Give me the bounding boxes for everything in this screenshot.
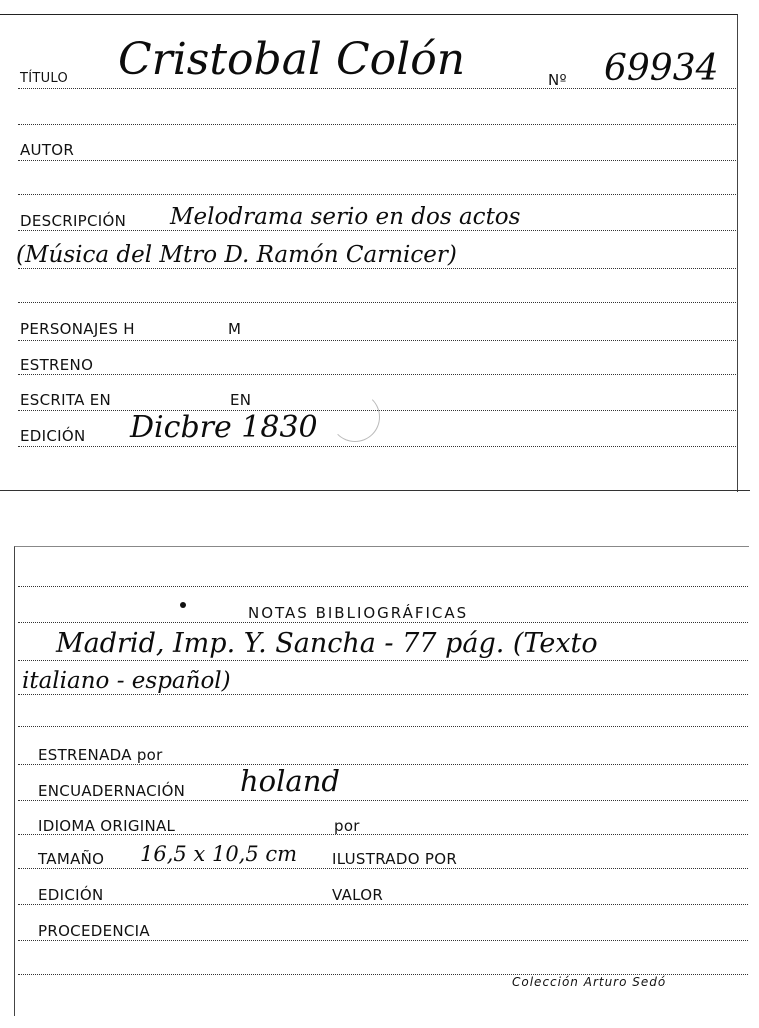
autor-label: AUTOR xyxy=(20,141,75,159)
rule-autor xyxy=(18,160,736,161)
ink-dot xyxy=(180,602,186,608)
card-top-bottom-edge xyxy=(0,490,750,491)
rule-blank-4 xyxy=(18,726,748,727)
rule-estreno xyxy=(18,374,736,375)
estrenada-label: ESTRENADA por xyxy=(38,746,163,764)
rule-blank-1 xyxy=(18,124,736,125)
descripcion-label: DESCRIPCIÓN xyxy=(20,212,127,230)
idioma-label: IDIOMA ORIGINAL xyxy=(38,817,176,835)
edicion-label: EDICIÓN xyxy=(20,427,86,445)
punch-hole-mark xyxy=(330,392,380,442)
rule-procedencia xyxy=(18,940,748,941)
en-label: EN xyxy=(230,391,252,409)
rule-notas-heading xyxy=(18,622,748,623)
rule-descripcion xyxy=(18,230,736,231)
rule-personajes xyxy=(18,340,736,341)
notas-line2: italiano - español) xyxy=(22,668,231,694)
rule-encuadernacion xyxy=(18,800,748,801)
procedencia-label: PROCEDENCIA xyxy=(38,922,150,940)
encuadernacion-value: holand xyxy=(240,764,340,798)
rule-edicion-2 xyxy=(18,904,748,905)
tamano-label: TAMAÑO xyxy=(38,850,105,868)
tamano-value: 16,5 x 10,5 cm xyxy=(140,842,298,866)
rule-edicion xyxy=(18,446,736,447)
por-label: por xyxy=(334,817,360,835)
rule-estrenada xyxy=(18,764,748,765)
collection-footer: Colección Arturo Sedó xyxy=(512,975,667,989)
descripcion-value: Melodrama serio en dos actos xyxy=(170,204,521,230)
encuadernacion-label: ENCUADERNACIÓN xyxy=(38,782,186,800)
notas-heading: NOTAS BIBLIOGRÁFICAS xyxy=(248,604,469,622)
ilustrado-label: ILUSTRADO POR xyxy=(332,850,458,868)
titulo-value: Cristobal Colón xyxy=(118,34,466,85)
escrita-en-label: ESCRITA EN xyxy=(20,391,112,409)
rule-blank-3 xyxy=(18,302,736,303)
rule-blank-2 xyxy=(18,194,736,195)
edicion-2-label: EDICIÓN xyxy=(38,886,104,904)
rule-top-2 xyxy=(18,586,748,587)
rule-notas-2 xyxy=(18,694,748,695)
rule-tamano xyxy=(18,868,748,869)
rule-descripcion-2 xyxy=(18,268,736,269)
personajes-h-label: PERSONAJES H xyxy=(20,320,135,338)
valor-label: VALOR xyxy=(332,886,384,904)
numero-value: 69934 xyxy=(604,48,719,89)
rule-notas-1 xyxy=(18,660,748,661)
numero-label: Nº xyxy=(548,71,567,89)
notas-line1: Madrid, Imp. Y. Sancha - 77 pág. (Texto xyxy=(56,628,598,659)
estreno-label: ESTRENO xyxy=(20,356,94,374)
edicion-value: Dicbre 1830 xyxy=(130,410,318,445)
titulo-label: TÍTULO xyxy=(20,71,69,86)
descripcion-line2: (Música del Mtro D. Ramón Carnicer) xyxy=(16,242,457,268)
personajes-m-label: M xyxy=(228,320,242,338)
